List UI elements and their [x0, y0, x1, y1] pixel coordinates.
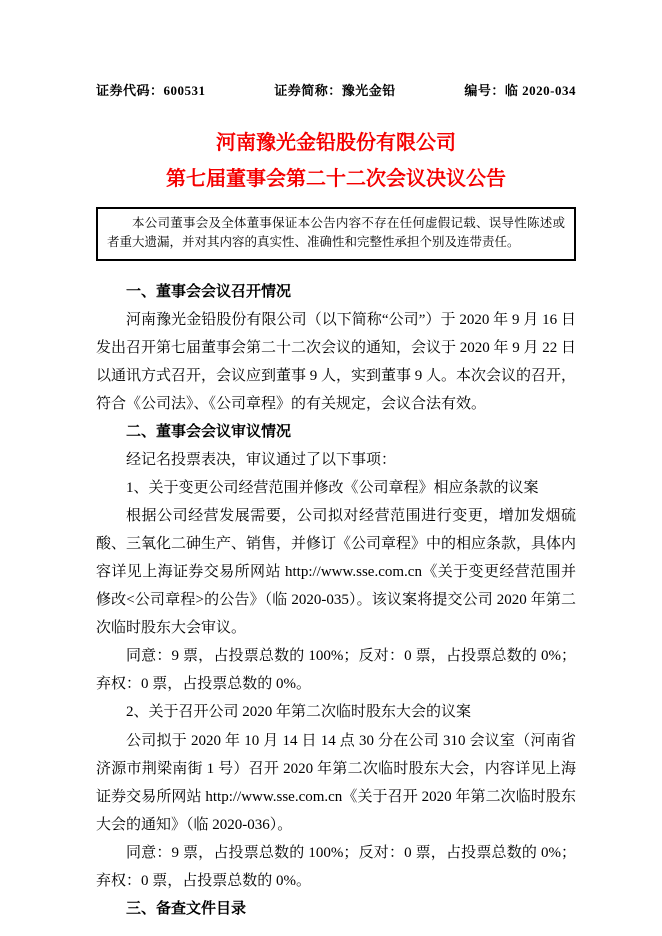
disclaimer-box — [96, 207, 576, 261]
section-heading-2: 二、董事会会议审议情况 — [126, 423, 292, 440]
document-body — [96, 278, 576, 923]
paragraph-meeting-convening: 河南豫光金铅股份有限公司（以下简称“公司”）于 2020 年 9 月 16 日发出召开第七届董事会第二十二次会议的通知，会议于 2020 年 9 月 22 日以通讯方式召开，会议应到董事 9 人，实到董事 9 人。本次会议的召开，符合《公司法》、《公司章程》的有关规定，会议合法有效。 — [96, 311, 577, 412]
paragraph-proposal-1-detail: 根据公司经营发展需要，公司拟对经营范围进行变更，增加发烟硫酸、三氧化二砷生产、销售，并修订《公司章程》中的相应条款，具体内容详见上海证券交易所网站 http://www.sse.com.cn《关于变更经营范围并修改<公司章程>的公告》（临 2020-035）。该议案将提交公司 2020 年第二次临时股东大会审议。 — [96, 508, 577, 637]
document-header — [96, 80, 576, 99]
security-abbreviation: 证券简称：豫光金铅 — [274, 83, 396, 98]
section-heading-3: 三、备查文件目录 — [126, 900, 247, 917]
paragraph-proposal-2-detail: 公司拟于 2020 年 10 月 14 日 14 点 30 分在公司 310 会议室（河南省济源市荆梁南街 1 号）召开 2020 年第二次临时股东大会，内容详见上海证券交易所网站 http://www.sse.com.cn《关于召开 2020 年第二次临时股东大会的通知》（临 2020-036）。 — [96, 732, 576, 833]
paragraph-proposal-2-title: 2、关于召开公司 2020 年第二次临时股东大会的议案 — [126, 704, 472, 721]
document-title-line2: 第七届董事会第二十二次会议决议公告 — [166, 168, 506, 190]
paragraph-proposal-1-title: 1、关于变更公司经营范围并修改《公司章程》相应条款的议案 — [126, 480, 539, 497]
section-heading-1: 一、董事会会议召开情况 — [126, 283, 292, 300]
paragraph-voting-intro: 经记名投票表决，审议通过了以下事项： — [126, 452, 397, 469]
document-title-line1: 河南豫光金铅股份有限公司 — [216, 132, 456, 154]
document-number: 编号：临 2020-034 — [464, 83, 576, 98]
disclaimer-text: 本公司董事会及全体董事保证本公告内容不存在任何虚假记载、误导性陈述或者重大遗漏，并对其内容的真实性、准确性和完整性承担个别及连带责任。 — [107, 216, 565, 250]
security-code: 证券代码：600531 — [96, 83, 206, 98]
paragraph-proposal-1-vote-result: 同意：9 票，占投票总数的 100%；反对：0 票，占投票总数的 0%；弃权：0 票，占投票总数的 0%。 — [96, 648, 576, 693]
paragraph-proposal-2-vote-result: 同意：9 票，占投票总数的 100%；反对：0 票，占投票总数的 0%；弃权：0 票，占投票总数的 0%。 — [96, 844, 576, 889]
document-title — [96, 125, 576, 197]
